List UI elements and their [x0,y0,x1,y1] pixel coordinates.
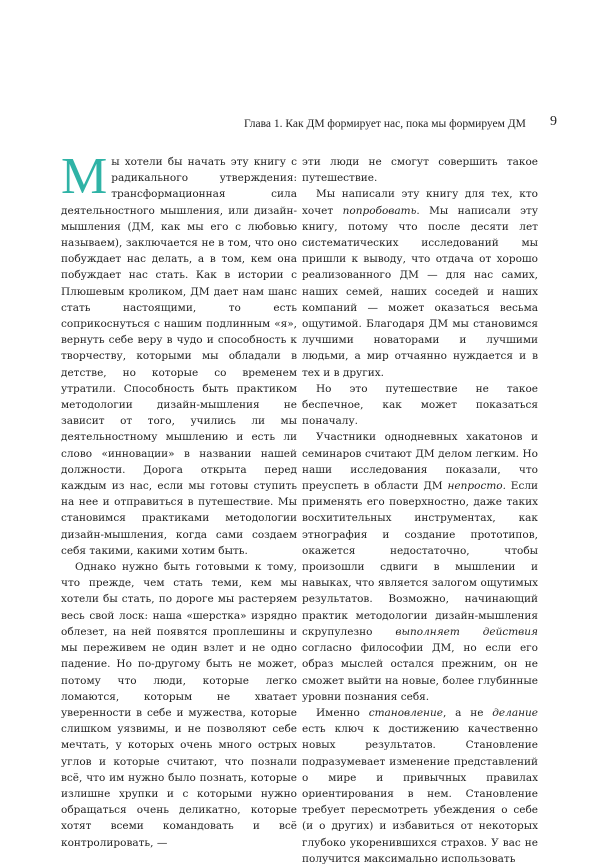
paragraph [61,148,297,559]
emphasis: непросто [447,480,503,493]
paragraph: Но это путешествие не такое беспечное, как может показаться поначалу. [302,382,538,428]
text: . Если применять его поверхностно, даже таких восхитительных инструментах, как этнография и создание прототипов, окажется недостаточно, чтобы произошли сдвиги в мышлении и навыках, что является залогом ощутимых результатов. Возможно, начинающий практик методологии дизайн-мышления скрупулезно [302,480,539,638]
left-column [61,148,297,851]
text: есть ключ к достижению качественно новых результатов. Становление подразумевает изменение представлений о мире и привычных правилах ориентирования в нем. Становление требует пересмотреть убеждения о себе (и о других) и избавиться от некоторых глубоко укоренившихся страхов. У вас не получится максимально использовать [302,723,538,865]
paragraph [302,705,538,867]
text: . Мы написали эту книгу, потому что после десяти лет систематических исследований мы пришли к выводу, что отдача от хорошо реализованного ДМ — для нас самих, наших семей, наших соседей и наших компаний — может оказаться весьма ощутимой. Благодаря ДМ мы становимся лучшими новаторами и лучшими людьми, а мир отчаянно нуждается и в тех и в других. [302,204,539,379]
emphasis: становление [368,706,443,719]
right-column [302,154,538,867]
text: , а не [442,706,493,719]
emphasis: попробовать [342,204,417,217]
emphasis: выполняет действия [395,625,538,638]
text: Мы написали эту книгу для тех, кто хочет [302,188,538,217]
text: Участники однодневных хакатонов и семинаров считают ДМ делом легким. Но наши исследования показали, что преуспеть в области ДМ [302,431,538,493]
paragraph: Однако нужно быть готовыми к тому, что прежде, чем стать теми, кем мы хотели бы стать, по дороге мы растеряем весь свой лоск: наша «шерстка» изрядно облезет, на ней появятся проплешины и мы переживем не один взлет и не одно падение. Но по-другому быть не может, потому что люди, которые легко ломаются, которым не хватает уверенности в себе и мужества, которые слишком уязвимы, и не позволяют себе мечтать, у которых очень много острых углов и которые считают, что познали всё, что им нужно было познать, которые излишне хрупки и с которыми нужно обращаться очень деликатно, которые хотят всеми командовать и всё контролировать, — [61,561,297,849]
paragraph [302,186,538,380]
paragraph: эти люди не смогут совершить такое путешествие. [302,156,538,185]
chapter-header: Глава 1. Как ДМ формирует нас, пока мы формируем ДМ [244,118,526,130]
paragraph-text: ы хотели бы начать эту книгу с радикального утверждения: трансформационная сила деятельностного мышления, или дизайн-мышления (ДМ, как мы его с любовью называем), заключается не в том, что оно побуждает нас делать, а в том, кем она побуждает нас стать. Как в истории с Плюшевым кроликом, ДМ дает нам шанс стать настоящими, то есть соприкоснуться с нашим подлинным «я», вернуть себе веру в чудо и способность к творчеству, которыми мы обладали в детстве, но которые со временем утратили. Способность быть практиком методологии дизайн-мышления не зависит от того, учились ли мы деятельностному мышлению и есть ли слово «инновации» в названии нашей должности. Дорога открыта перед каждым из нас, если мы готовы ступить на нее и отправиться в путешествие. Мы становимся практиками методологии дизайн-мышления, когда сами создаем себя такими, какими хотим быть. [61,156,297,557]
page-number: 9 [550,114,557,129]
emphasis: делание [492,706,538,719]
text: Именно [316,706,369,719]
drop-cap: М [61,148,108,205]
text: согласно философии ДМ, но если его образ мыслей остался прежним, он не сможет выйти на новые, более глубинные уровни познания себя. [302,642,538,703]
paragraph [302,429,538,704]
